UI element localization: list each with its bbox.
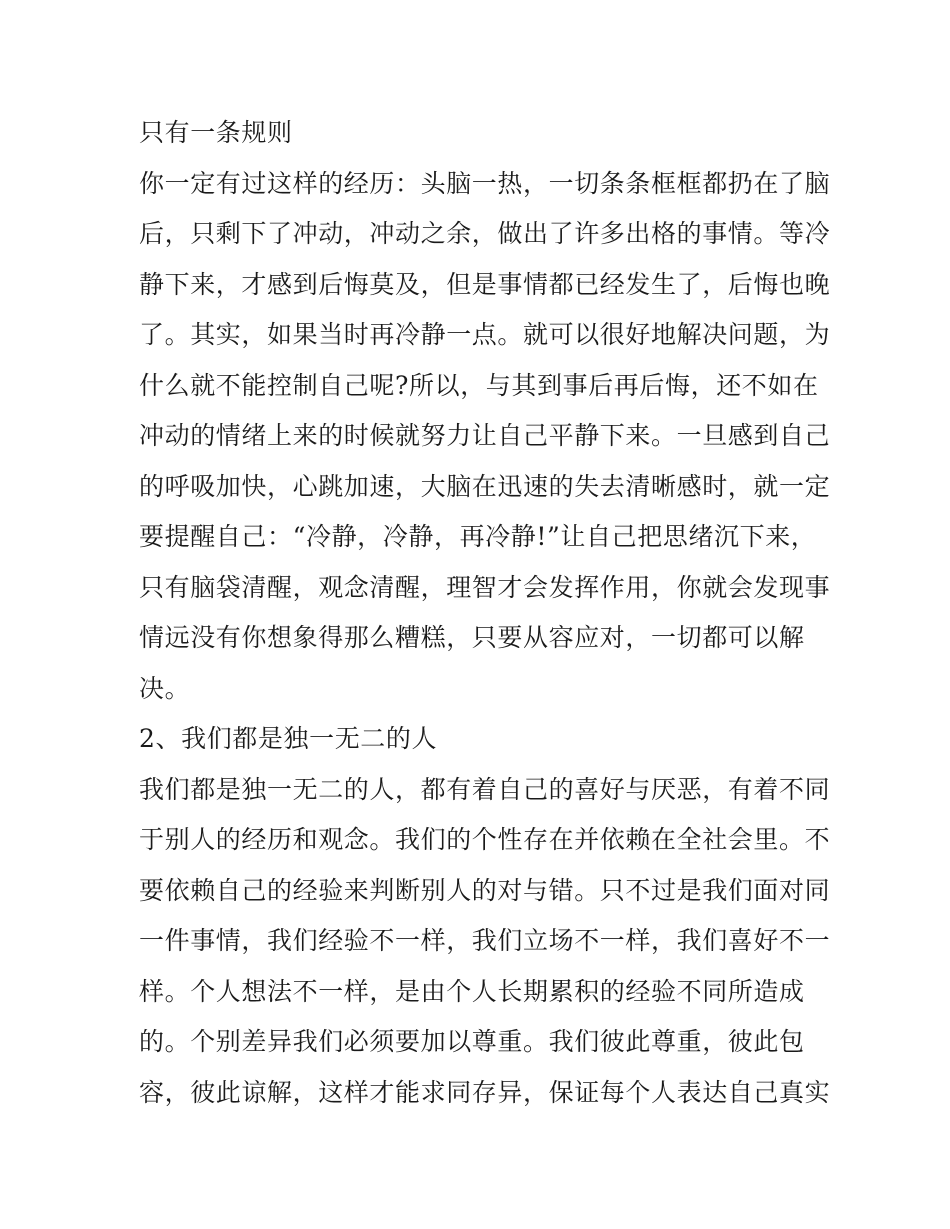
paragraph-line: 冲动的情绪上来的时候就努力让自己平静下来。一旦感到自己 bbox=[139, 421, 831, 450]
paragraph-line: 我们都是独一无二的人，都有着自己的喜好与厌恶，有着不同 bbox=[139, 774, 831, 804]
paragraph-line: 容，彼此谅解，这样才能求同存异，保证每个人表达自己真实 bbox=[139, 1077, 831, 1107]
paragraph-line: 样。个人想法不一样，是由个人长期累积的经验不同所造成 bbox=[139, 976, 805, 1006]
paragraph-line: 只有脑袋清醒，观念清醒，理智才会发挥作用，你就会发现事 bbox=[139, 572, 831, 602]
paragraph-line: 什么就不能控制自己呢?所以，与其到事后再后悔，还不如在 bbox=[139, 370, 819, 400]
paragraph-line: 后，只剩下了冲动，冲动之余，做出了许多出格的事情。等冷 bbox=[139, 219, 831, 248]
section-heading: 只有一条规则 bbox=[139, 118, 293, 147]
paragraph-line: 的。个别差异我们必须要加以尊重。我们彼此尊重，彼此包 bbox=[139, 1027, 805, 1056]
document-body bbox=[139, 108, 831, 1118]
paragraph-line: 要提醒自己：“冷静，冷静，再冷静!”让自己把思绪沉下来， bbox=[139, 522, 817, 551]
paragraph-line: 情远没有你想象得那么糟糕，只要从容应对，一切都可以解 bbox=[139, 623, 805, 652]
paragraph-line: 的呼吸加快，心跳加速，大脑在迅速的失去清晰感时，就一定 bbox=[139, 471, 831, 501]
paragraph-line: 决。 bbox=[139, 673, 191, 703]
section-heading: 2、我们都是独一无二的人 bbox=[139, 724, 438, 753]
paragraph-line: 了。其实，如果当时再冷静一点。就可以很好地解决问题，为 bbox=[139, 320, 831, 349]
paragraph-line: 你一定有过这样的经历：头脑一热，一切条条框框都扔在了脑 bbox=[139, 168, 831, 198]
paragraph-line: 于别人的经历和观念。我们的个性存在并依赖在全社会里。不 bbox=[139, 825, 831, 854]
paragraph-line: 要依赖自己的经验来判断别人的对与错。只不过是我们面对同 bbox=[139, 875, 831, 905]
paragraph-line: 一件事情，我们经验不一样，我们立场不一样，我们喜好不一 bbox=[139, 926, 831, 955]
paragraph-line: 静下来，才感到后悔莫及，但是事情都已经发生了，后悔也晚 bbox=[139, 269, 831, 299]
